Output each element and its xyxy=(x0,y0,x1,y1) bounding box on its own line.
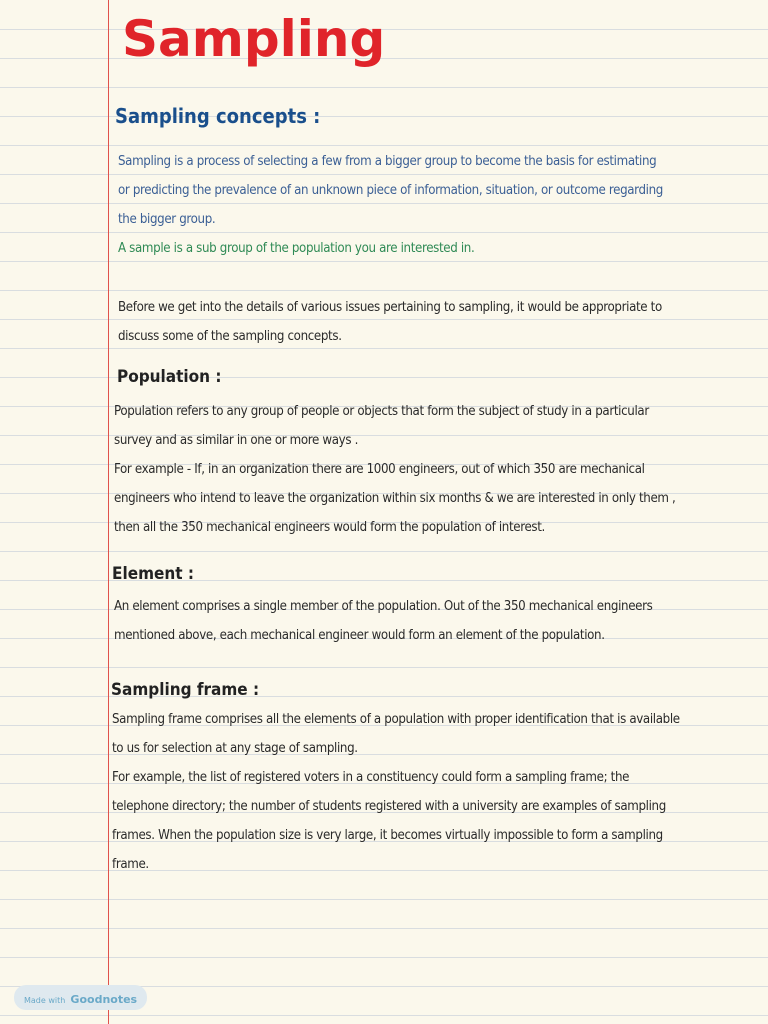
sampling-concepts-intro xyxy=(118,147,663,234)
sampling-frame-paragraph xyxy=(112,705,680,879)
lead-line: discuss some of the sampling concepts. xyxy=(118,329,342,344)
intro-line: Sampling is a process of selecting a few from a bigger group to become the basis for estimating xyxy=(118,154,657,169)
intro-line: or predicting the prevalence of an unknown piece of information, situation, or outcome regarding xyxy=(118,183,663,198)
population-paragraph xyxy=(114,397,675,542)
sampling-frame-line: telephone directory; the number of students registered with a university are examples of sampling xyxy=(112,799,666,814)
element-heading: Element : xyxy=(112,564,195,584)
badge-brand: Goodnotes xyxy=(70,993,138,1006)
sampling-frame-line: Sampling frame comprises all the elements of a population with proper identification that is available xyxy=(112,712,680,727)
element-line: An element comprises a single member of the population. Out of the 350 mechanical engineers xyxy=(114,599,653,614)
sampling-frame-line: frame. xyxy=(112,857,149,872)
sampling-frame-heading: Sampling frame : xyxy=(111,680,260,700)
element-line: mentioned above, each mechanical engineer would form an element of the population. xyxy=(114,628,605,643)
population-line: survey and as similar in one or more ways . xyxy=(114,433,358,448)
made-with-goodnotes-badge[interactable] xyxy=(14,985,147,1010)
population-line: Population refers to any group of people or objects that form the subject of study in a particular xyxy=(114,404,649,419)
lead-paragraph xyxy=(118,293,662,351)
page-title: Sampling xyxy=(122,10,386,68)
sample-line: A sample is a sub group of the population you are interested in. xyxy=(118,241,475,256)
element-paragraph xyxy=(114,592,652,650)
lead-line: Before we get into the details of various issues pertaining to sampling, it would be appropriate to xyxy=(118,300,662,315)
population-heading: Population : xyxy=(117,367,222,387)
sampling-frame-line: to us for selection at any stage of sampling. xyxy=(112,741,358,756)
sampling-frame-line: For example, the list of registered voters in a constituency could form a sampling frame; the xyxy=(112,770,630,785)
population-line: engineers who intend to leave the organization within six months & we are interested in only them , xyxy=(114,491,676,506)
margin-line xyxy=(108,0,109,1024)
sampling-concepts-heading: Sampling concepts : xyxy=(115,104,321,128)
sample-definition xyxy=(118,234,474,263)
intro-line: the bigger group. xyxy=(118,212,216,227)
population-line: For example - If, in an organization there are 1000 engineers, out of which 350 are mechanical xyxy=(114,462,645,477)
badge-prefix: Made with xyxy=(24,996,66,1005)
sampling-frame-line: frames. When the population size is very large, it becomes virtually impossible to form a sampling xyxy=(112,828,663,843)
population-line: then all the 350 mechanical engineers would form the population of interest. xyxy=(114,520,545,535)
